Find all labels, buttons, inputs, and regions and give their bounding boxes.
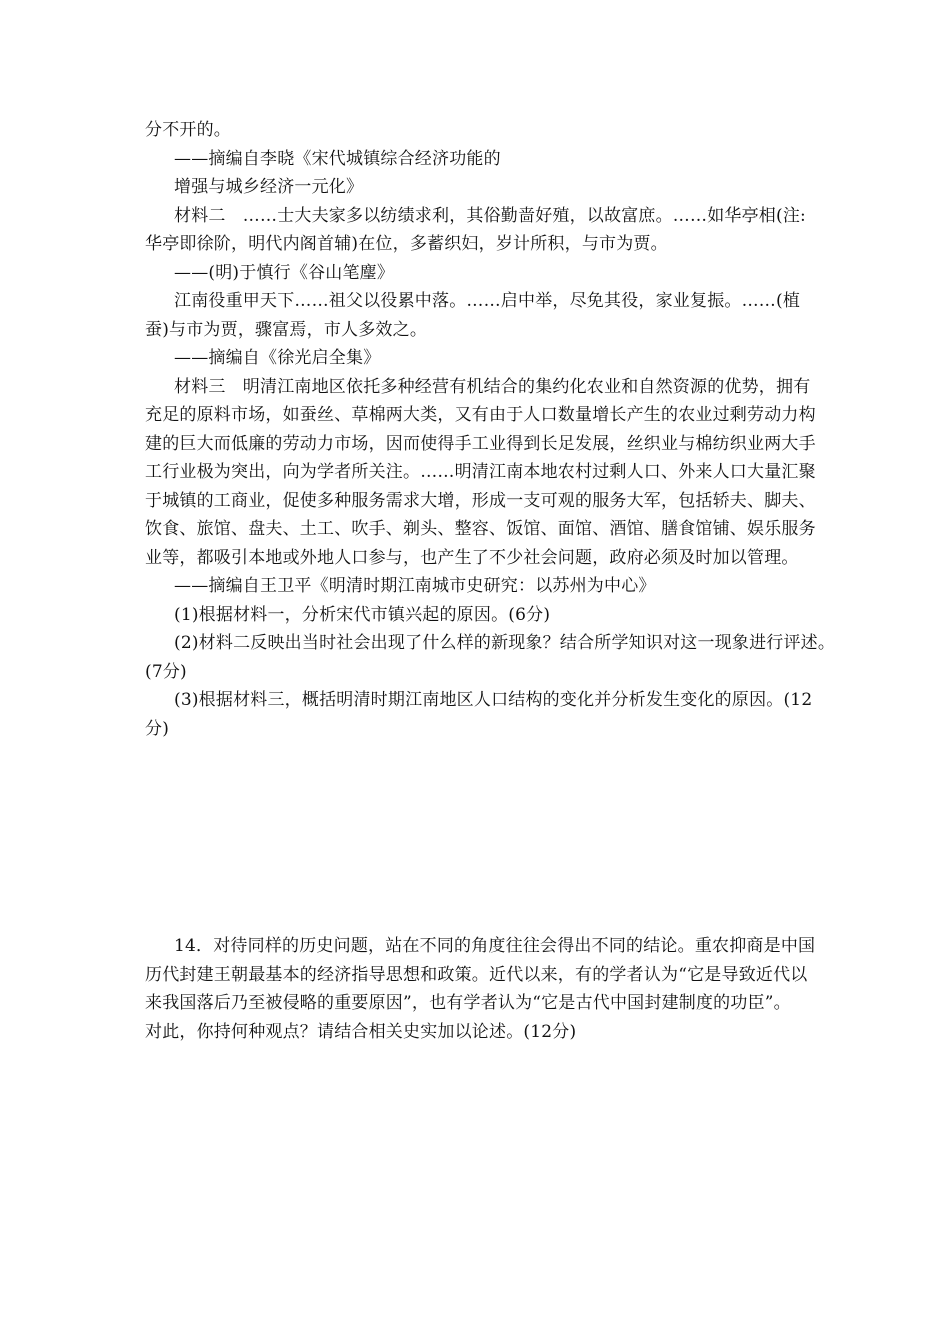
material-text-line: 工行业极为突出，向为学者所关注。……明清江南本地农村过剩人口、外来人口大量汇聚 <box>145 462 816 482</box>
material-text-line: (1)根据材料一，分析宋代市镇兴起的原因。(6分) <box>174 604 551 625</box>
question-14-text-line: 来我国落后乃至被侵略的重要原因”，也有学者认为“它是古代中国封建制度的功臣”。 <box>145 993 791 1013</box>
material-text-line: 增强与城乡经济一元化》 <box>174 177 364 197</box>
question-14 <box>145 932 816 1046</box>
material-text-line: 于城镇的工商业，促使多种服务需求大增，形成一支可观的服务大军，包括轿夫、脚夫、 <box>145 490 816 511</box>
material-text-line: 业等，都吸引本地或外地人口参与，也产生了不少社会问题，政府必须及时加以管理。 <box>145 547 799 568</box>
material-text-line: (2)材料二反映出当时社会出现了什么样的新现象？结合所学知识对这一现象进行评述。 <box>174 633 836 653</box>
material-text-line: 材料二 ……士大夫家多以纺绩求利，其俗勤啬好殖，以故富庶。……如华亭相(注: <box>174 205 806 226</box>
material-text-line: 江南役重甲天下……祖父以役累中落。……启中举，尽免其役，家业复振。……(植 <box>174 291 801 311</box>
material-text-line: 蚕)与市为贾，骤富焉，市人多效之。 <box>145 319 428 340</box>
material-text-line: 分) <box>145 718 170 739</box>
material-text-line: 分不开的。 <box>145 120 231 140</box>
material-text-line: ——(明)于慎行《谷山笔麈》 <box>174 262 395 283</box>
question-14-text-line: 14．对待同样的历史问题，站在不同的角度往往会得出不同的结论。重农抑商是中国 <box>174 936 816 956</box>
question-14-text-line: 历代封建王朝最基本的经济指导思想和政策。近代以来，有的学者认为“它是导致近代以 <box>145 964 808 985</box>
material-text-line: ——摘编自王卫平《明清时期江南城市史研究：以苏州为中心》 <box>174 576 656 596</box>
material-text-line: 材料三 明清江南地区依托多种经营有机结合的集约化农业和自然资源的优势，拥有 <box>174 376 811 397</box>
material-text-line: 建的巨大而低廉的劳动力市场，因而使得手工业得到长足发展，丝织业与棉纺织业两大手 <box>145 433 816 454</box>
material-text-line: (7分) <box>145 661 187 682</box>
material-text-line: (3)根据材料三，概括明清时期江南地区人口结构的变化并分析发生变化的原因。(12 <box>174 690 813 710</box>
material-text-line: 充足的原料市场，如蚕丝、草棉两大类，又有由于人口数量增长产生的农业过剩劳动力构 <box>145 405 816 425</box>
material-text-line: 饮食、旅馆、盘夫、土工、吹手、剃头、整容、饭馆、面馆、酒馆、膳食馆铺、娱乐服务 <box>145 519 816 539</box>
question-14-text-line: 对此，你持何种观点？请结合相关史实加以论述。(12分) <box>145 1021 577 1042</box>
material-text-line: ——摘编自《徐光启全集》 <box>174 348 381 368</box>
material-text-line: ——摘编自李晓《宋代城镇综合经济功能的 <box>174 148 501 169</box>
material-text-line: 华亭即徐阶，明代内阁首辅)在位，多蓄织妇，岁计所积，与市为贾。 <box>145 234 668 254</box>
materials-section <box>145 116 836 743</box>
